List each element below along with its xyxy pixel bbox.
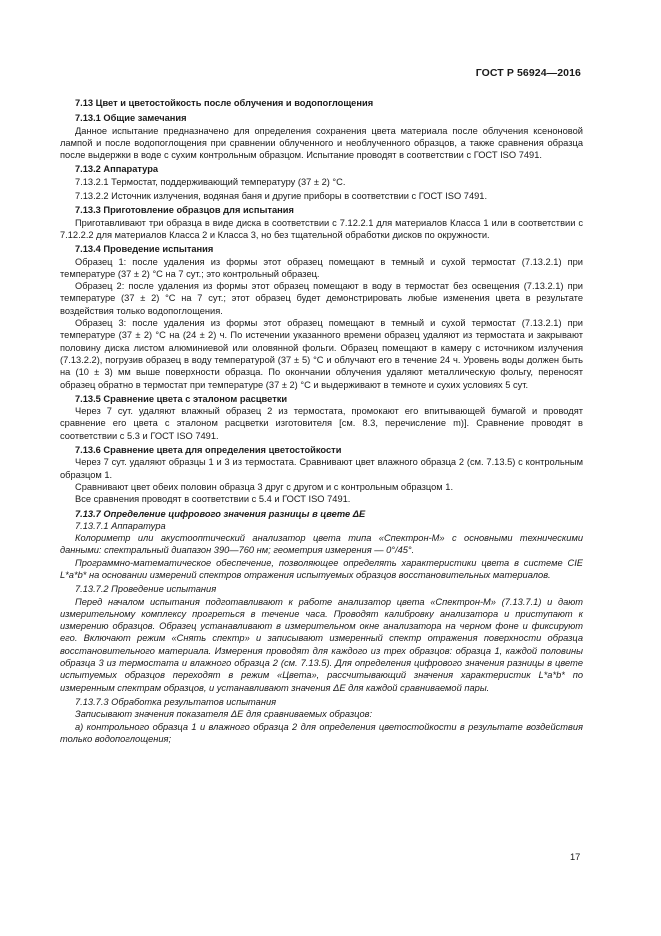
section-7-13-7-1-text-2: Программно-математическое обеспечение, позволяющее определять характеристики цвета в системе CIE L*a*b* на основании измерений спектров отражения испытуемых образцов восстановительных материалов. — [60, 557, 583, 580]
section-7-13-4-sample-3: Образец 3: после удаления из формы этот образец помещают в темный и сухой термостат (7.13.2.1) при температуре (37 ± 2) °С на (24 ± 2) ч. По истечении указанного времени образец удаляют из термостата и закрывают половину диска листом алюминиевой или оловянной фольги. Образец помещают в камеру с источником излучения (7.13.2.2), погрузив образец в воду температурой (37 ± 5) °С и облучают его в течение 24 ч. Уровень воды должен быть на (10 ± 3) мм выше поверхности образца. По окончании облучения удаляют металлическую фольгу, переносят образец обратно в термостат при температуре (37 ± 2) °С и выдерживают в темноте и сухих условиях 5 сут. — [60, 318, 583, 390]
section-7-13-6-text-2: Сравнивают цвет обеих половин образца 3 друг с другом и с контрольным образцом 1. — [75, 481, 454, 492]
section-7-13-7-title: 7.13.7 Определение цифрового значения разницы в цвете ΔE — [75, 508, 366, 519]
section-7-13-6-text-3: Все сравнения проводят в соответствии с 5.4 и ГОСТ ISO 7491. — [75, 494, 351, 505]
section-7-13-6-title: 7.13.6 Сравнение цвета для определения цветостойкости — [75, 445, 342, 456]
section-7-13-6-text-1: Через 7 сут. удаляют образцы 1 и 3 из термостата. Сравнивают цвет влажного образца 2 (см. 7.13.5) с контрольным образцом 1. — [60, 457, 583, 480]
document-header-id: ГОСТ Р 56924—2016 — [475, 67, 581, 79]
section-7-13-7-1-text-1: Колориметр или акустооптический анализатор цвета типа «Спектрон-М» с основными техническими данными: спектральный диапазон 390—760 нм; геометрия измерения — 0°/45°. — [60, 533, 583, 556]
section-7-13-7-1-title: 7.13.7.1 Аппаратура — [75, 520, 166, 531]
section-7-13-7-3-item-a: а) контрольного образца 1 и влажного образца 2 для определения цветостойкости в результате воздействия только водопоглощения; — [60, 721, 583, 744]
section-7-13-4-sample-1: Образец 1: после удаления из формы этот образец помещают в темный и сухой термостат (7.13.2.1) при температуре (37 ± 2) °С на 7 сут.; это контрольный образец. — [60, 256, 583, 279]
section-7-13-7-3-text-1: Записывают значения показателя ΔE для сравниваемых образцов: — [75, 709, 373, 720]
section-7-13-3-title: 7.13.3 Приготовление образцов для испытания — [75, 205, 294, 216]
section-7-13-1-title: 7.13.1 Общие замечания — [75, 113, 187, 124]
section-7-13-1-text: Данное испытание предназначено для определения сохранения цвета материала после облучения ксеноновой лампой и после водопоглощения при сравнении облученного и необлученного образцов, а также сравнения образца после выдержки в воде с сухим контрольным образцом. Испытание проводят в соответствии с ГОСТ ISO 7491. — [60, 125, 583, 161]
section-7-13-4-title: 7.13.4 Проведение испытания — [75, 244, 214, 255]
section-7-13-4-sample-2: Образец 2: после удаления из формы этот образец помещают в воду в термостат без освещения (7.13.2.1) при температуре (37 ± 2) °С на 7 сут.; этот образец будет демонстрировать любые изменения цвета в результате воздействия только водопоглощения. — [60, 281, 583, 316]
section-7-13-7-3-title: 7.13.7.3 Обработка результатов испытания — [75, 696, 277, 707]
section-7-13-2-title: 7.13.2 Аппаратура — [75, 164, 159, 175]
section-7-13-7-2-title: 7.13.7.2 Проведение испытания — [75, 584, 217, 595]
page-number: 17 — [570, 852, 581, 862]
section-7-13-7-2-text: Перед началом испытания подготавливают к работе анализатор цвета «Спектрон-М» (7.13.7.1) и дают измерительному комплексу прогреться в течение часа. Проводят калибровку анализатора и приступают к измерению образцов. Образец устанавливают в измерительном окне анализатора на черном фоне и фиксируют его. Включают режим «Снять спектр» и записывают измеренный спектр отражения поверхности образца восстановительного материала. Измерения проводят для каждого из трех образцов: образца 1, каждой половины образца 3 из термостата и влажного образца 2 (см. 7.13.5). Для определения цифрового значения разницы в цвете испытуемых образцов переходят в режим «Цвета», рассчитывающий значения характеристик L*a*b* по измеренным спектрам образцов, и устанавливают значения ΔE для каждой сравниваемой пары. — [60, 596, 583, 693]
section-7-13-2-2-text: 7.13.2.2 Источник излучения, водяная баня и другие приборы в соответствии с ГОСТ ISO 7491. — [75, 191, 488, 202]
section-7-13-5-text: Через 7 сут. удаляют влажный образец 2 из термостата, промокают его впитывающей бумагой и проводят сравнение его цвета с эталоном расцветки изготовителя [см. 8.3, перечисление m)]. Сравнение проводят в соответствии с 5.3 и ГОСТ ISO 7491. — [60, 406, 583, 441]
section-7-13-3-text: Приготавливают три образца в виде диска в соответствии с 7.12.2.1 для материалов Класса 1 или в соответствии с 7.12.2.2 для материалов Класса 2 и Класса 3, но без тщательной обработки дисков по окружности. — [60, 217, 583, 240]
document-body — [60, 97, 583, 745]
section-7-13-2-1-text: 7.13.2.1 Термостат, поддерживающий температуру (37 ± 2) °С. — [75, 176, 346, 187]
section-7-13-5-title: 7.13.5 Сравнение цвета с эталоном расцветки — [75, 393, 288, 404]
section-7-13-title: 7.13 Цвет и цветостойкость после облучения и водопоглощения — [75, 98, 374, 108]
